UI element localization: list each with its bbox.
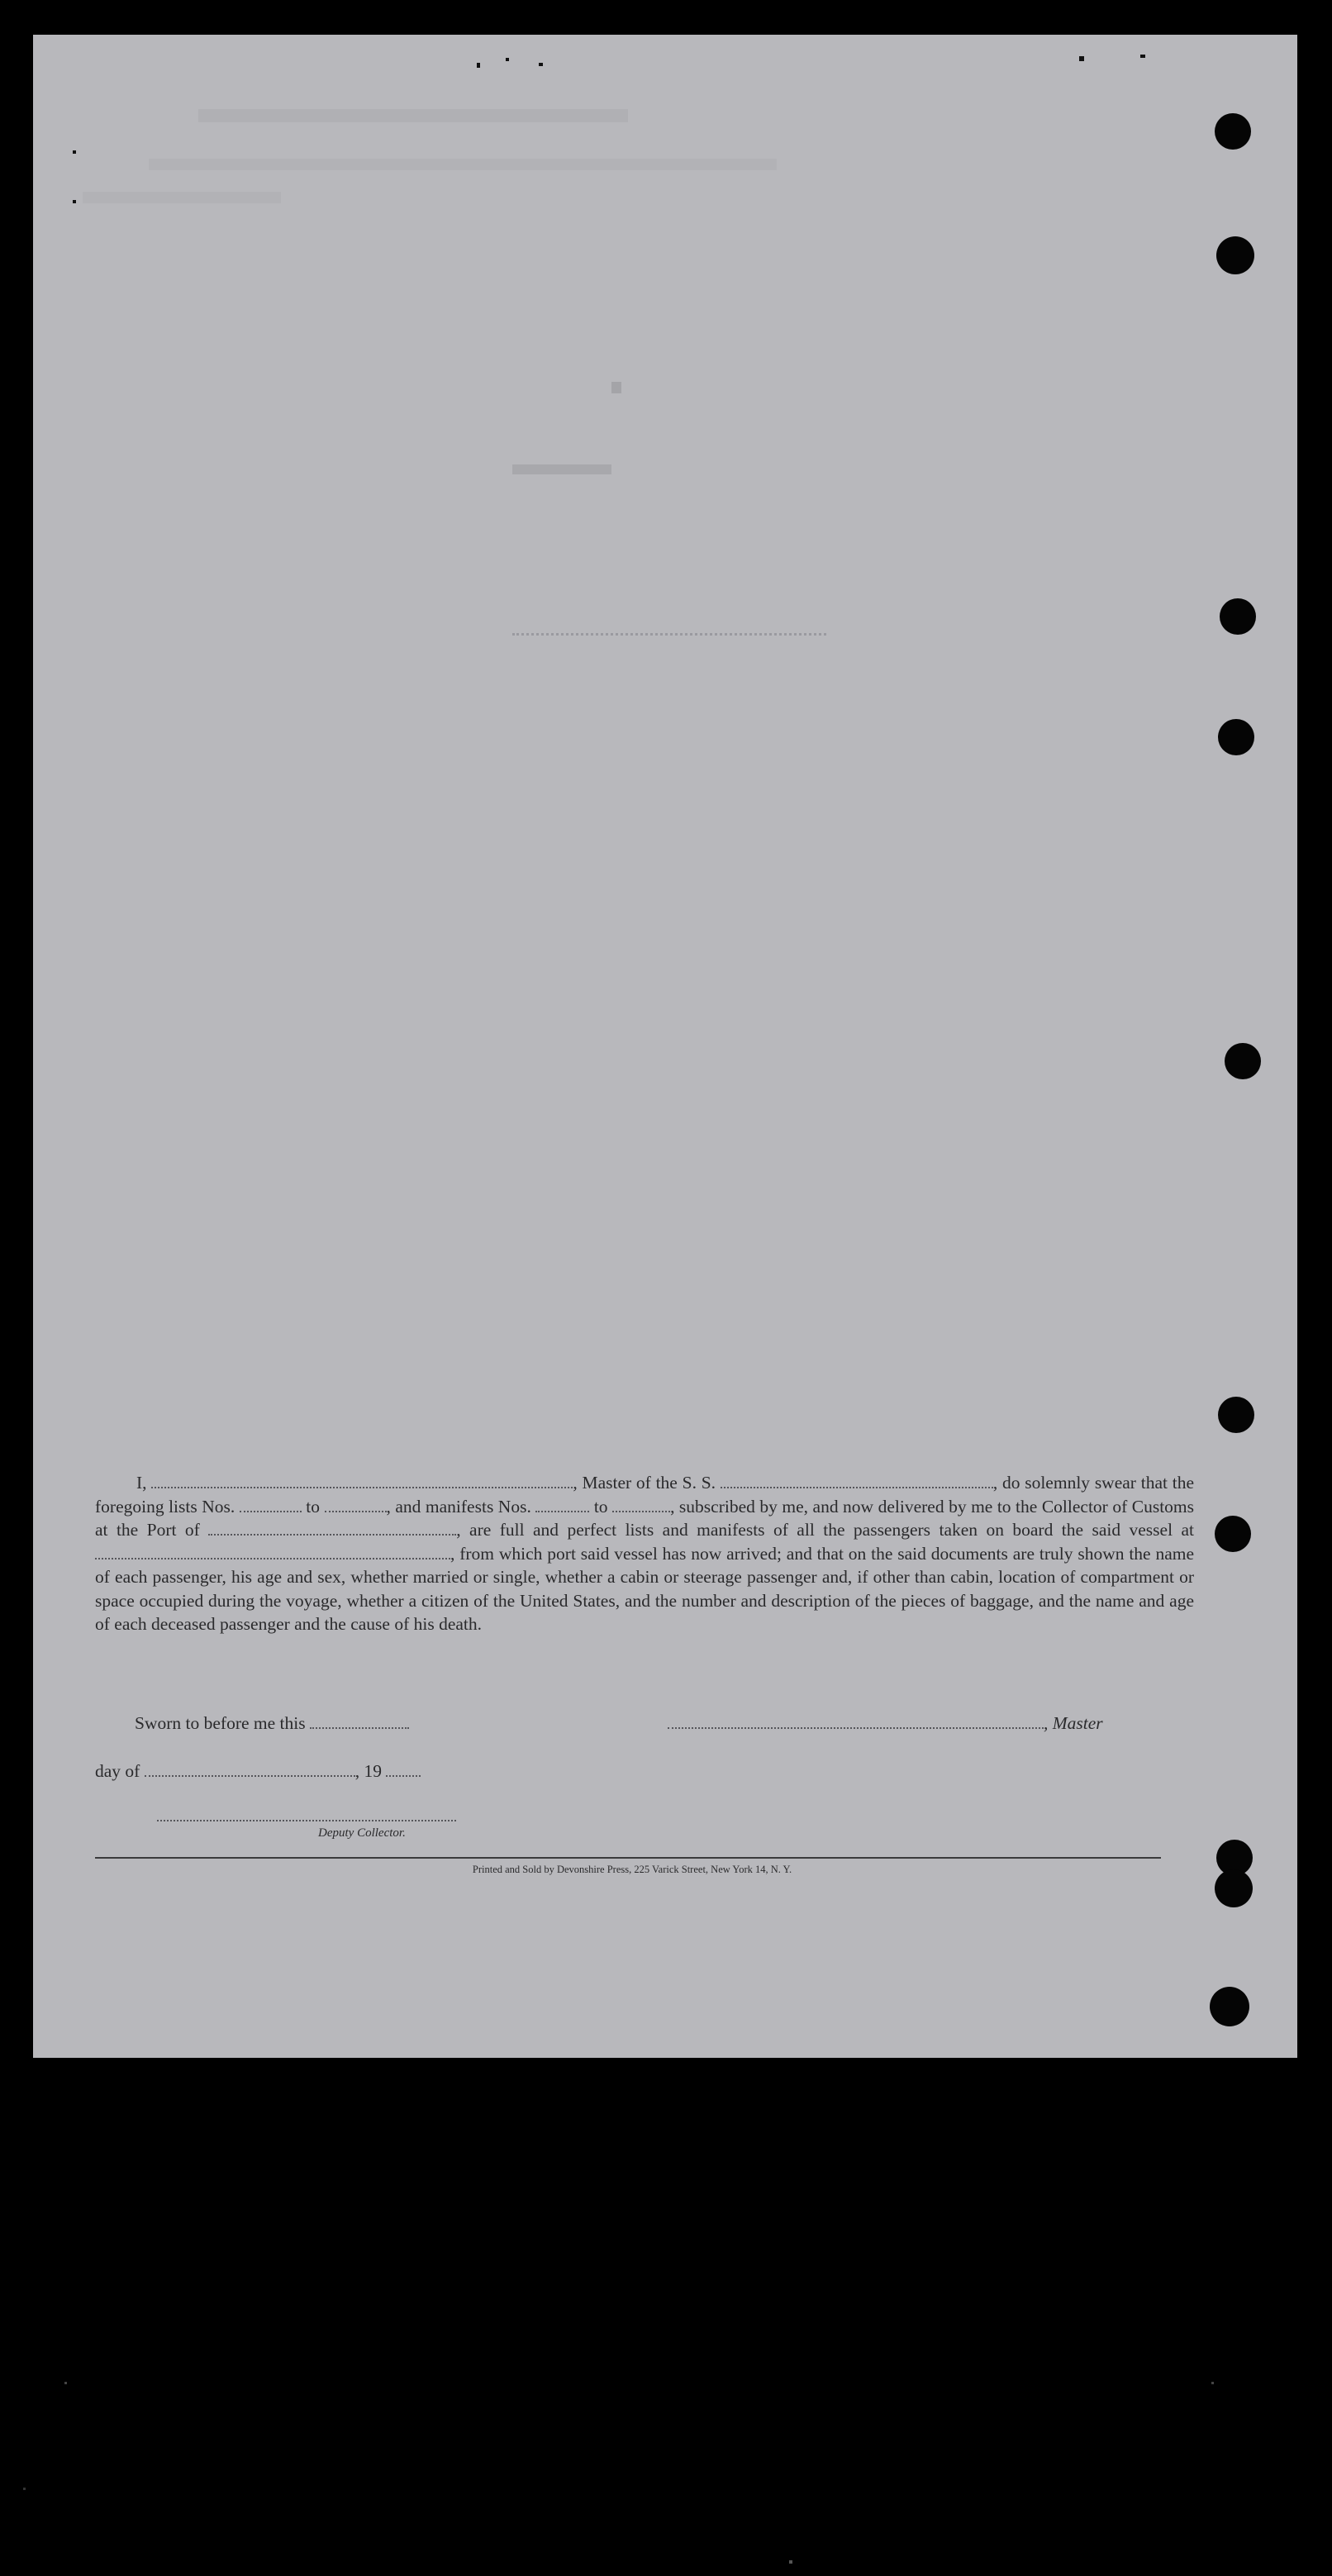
master-signature-line [668, 1712, 1103, 1734]
manifests-to-blank [612, 1496, 670, 1512]
speck [1079, 56, 1084, 61]
day-line [95, 1760, 421, 1782]
oath-rest: port said vessel has now arrived; and that on the said documents are truly shown the name of each passenger, his age and sex, whether married or single, whether a cabin or steerage passenger and, if other than cabin, location of compartment or space occupied during the voyage, whether a citizen of the United States, and the number and description of the pieces of baggage, and the name and age of each deceased passenger and the cause of his death. [95, 1543, 1195, 1634]
oath-subscribed: , subscribed by me, and now [670, 1496, 874, 1517]
year-prefix: , 19 [354, 1761, 382, 1781]
sworn-label: Sworn to before me this [135, 1713, 306, 1733]
punch-hole [1215, 1516, 1251, 1552]
oath-full-perfect: , are full and perfect lists and [456, 1520, 688, 1540]
speck [506, 58, 509, 61]
document-page [33, 35, 1297, 2058]
bleed-through-marks [33, 35, 1297, 1440]
speck [1211, 2382, 1214, 2384]
oath-swear: swear that the foregoing lists Nos. [95, 1473, 1194, 1517]
deputy-collector-label: Deputy Collector. [318, 1826, 406, 1840]
speck [1140, 55, 1145, 58]
master-signature-blank [668, 1712, 1044, 1729]
speck [64, 2382, 67, 2384]
sworn-date-blank [310, 1712, 409, 1729]
punch-hole [1216, 236, 1254, 274]
punch-hole [1220, 598, 1256, 635]
speck [789, 2560, 792, 2564]
master-label: , Master [1044, 1713, 1103, 1733]
month-blank [145, 1760, 355, 1777]
deputy-signature-blank [157, 1820, 456, 1821]
name-blank [151, 1472, 573, 1488]
oath-delivered: delivered by me to the Collector of Customs at the Port of [95, 1496, 1195, 1540]
day-of-label: day of [95, 1761, 140, 1781]
printer-imprint: Printed and Sold by Devonshire Press, 225 Varick Street, New York 14, N. Y. [472, 1864, 792, 1875]
oath-manifests-all: manifests of all the passengers taken on board the said vessel at [697, 1520, 1195, 1540]
sworn-line [135, 1712, 409, 1734]
departure-port-blank [95, 1543, 450, 1559]
oath-to-1: to [306, 1496, 320, 1517]
speck [23, 2488, 26, 2490]
speck [539, 63, 543, 66]
speck [73, 200, 76, 203]
punch-hole [1215, 113, 1251, 150]
year-blank [386, 1760, 421, 1777]
oath-paragraph [95, 1471, 1194, 1636]
lists-to-blank [325, 1496, 387, 1512]
footer-rule [95, 1857, 1161, 1859]
punch-hole [1218, 1397, 1254, 1433]
oath-from-which: , from which [450, 1543, 543, 1564]
speck [477, 63, 480, 68]
ship-name-blank [721, 1472, 993, 1488]
port-blank [208, 1519, 456, 1536]
oath-to-2: to [593, 1496, 608, 1517]
oath-pronoun: I, [136, 1473, 147, 1493]
oath-manifests: , and manifests Nos. [386, 1496, 531, 1517]
punch-hole [1225, 1043, 1261, 1079]
lists-from-blank [240, 1496, 302, 1512]
punch-hole [1218, 719, 1254, 755]
punch-hole [1210, 1987, 1249, 2026]
oath-master-of: , Master of the S. S. [573, 1473, 716, 1493]
manifests-from-blank [535, 1496, 589, 1512]
speck [73, 150, 76, 154]
oath-solemnly: , do solemnly [992, 1473, 1091, 1493]
